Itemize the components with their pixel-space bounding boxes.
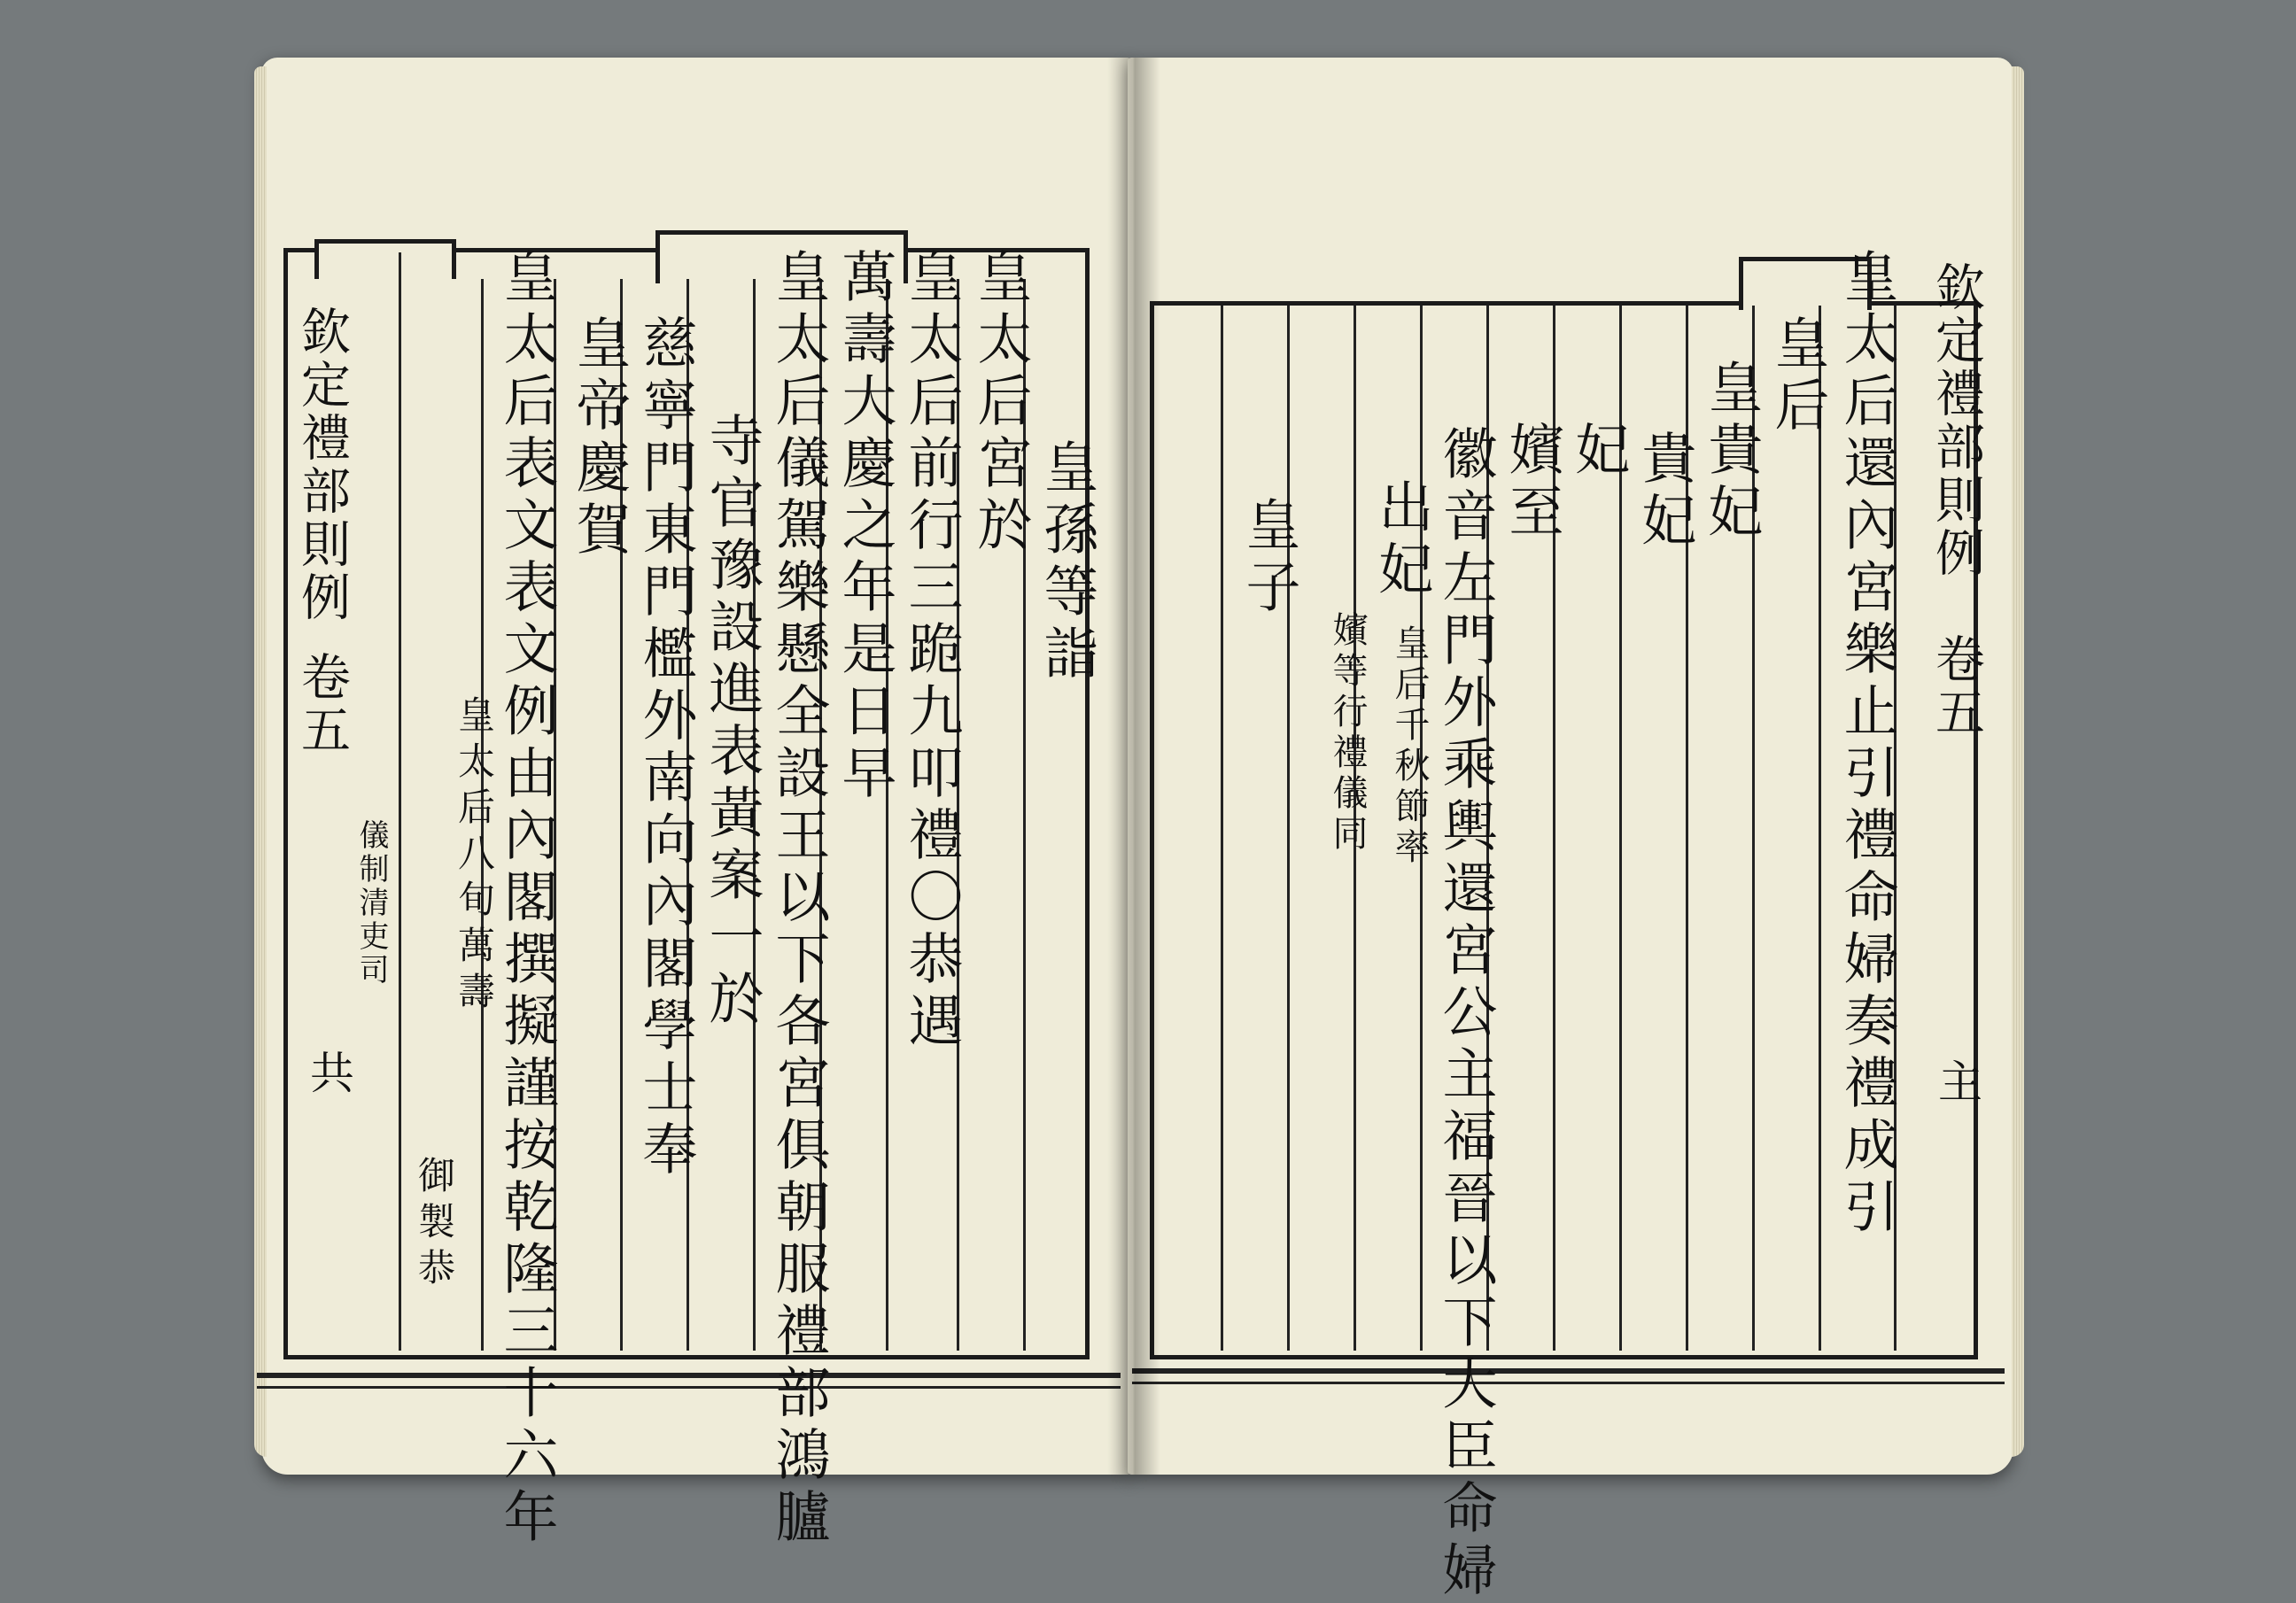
text-column: 貴妃 <box>1633 430 1697 554</box>
page-edge-left <box>254 66 267 1457</box>
left-margin-volume: 卷五 <box>293 651 351 757</box>
left-frame-bottom-rule <box>257 1373 1121 1378</box>
text-column: 寺官豫設進表黃案一於 <box>700 412 764 1032</box>
text-column: 徽音左門外乘輿還宮公主福晉以下大臣命婦 <box>1433 425 1498 1603</box>
right-frame-bottom-rule <box>1132 1368 2005 1374</box>
text-column: 皇太后還內宮樂止引禮命婦奏禮成引 <box>1834 248 1899 1240</box>
right-rule <box>1287 306 1290 1351</box>
right-margin-volume: 卷五 <box>1928 633 1985 740</box>
text-column-small: 嬪等行禮儀同 <box>1327 611 1368 856</box>
book-spine-shadow <box>1107 58 1160 1475</box>
left-margin-title: 欽定禮部則例 <box>293 306 351 624</box>
text-column: 皇貴妃 <box>1699 359 1764 545</box>
left-margin-section: 儀制清吏司 <box>353 819 389 987</box>
left-rule <box>399 252 401 1351</box>
right-page-number: 主 <box>1931 1058 1982 1103</box>
left-page <box>261 58 1131 1550</box>
text-column: 皇帝慶賀 <box>567 314 632 562</box>
text-column-small: 御製恭 <box>413 1156 456 1294</box>
text-column: 皇太后儀駕樂懸全設王以下各宮俱朝服禮部鴻臚 <box>766 248 831 1550</box>
right-rule <box>1221 306 1223 1351</box>
open-book <box>261 58 2033 1603</box>
text-column: 嬪至 <box>1500 421 1564 545</box>
left-brace-1 <box>314 239 456 279</box>
text-column: 皇太后宮於 <box>968 248 1033 558</box>
text-column: 出妃 <box>1369 478 1434 602</box>
page-edge-right <box>2012 66 2024 1457</box>
text-column: 皇太后前行三跪九叩禮〇恭遇 <box>899 248 964 1054</box>
text-column: 皇后 <box>1765 314 1830 438</box>
right-page <box>1128 58 2013 1603</box>
text-column: 慈寧門東門檻外南向內閣學士奉 <box>633 314 698 1182</box>
text-column: 皇孫等詣 <box>1035 438 1099 686</box>
text-column: 妃 <box>1566 421 1631 483</box>
text-column-small: 皇后千秋節率 <box>1389 624 1430 869</box>
text-column: 萬壽大慶之年是日早 <box>833 248 897 806</box>
text-column: 皇太后表文表文例由內閣撰擬謹按乾隆三十六年 <box>494 248 559 1550</box>
right-rule <box>1819 306 1821 1351</box>
text-column-small: 皇太后八旬萬壽 <box>453 695 496 1018</box>
text-column: 皇子 <box>1237 496 1301 620</box>
right-frame-bottom-rule-2 <box>1132 1382 2005 1384</box>
left-frame-bottom-rule-2 <box>257 1386 1121 1389</box>
left-page-number: 共 <box>303 1049 354 1094</box>
right-margin-title: 欽定禮部則例 <box>1928 261 1985 580</box>
